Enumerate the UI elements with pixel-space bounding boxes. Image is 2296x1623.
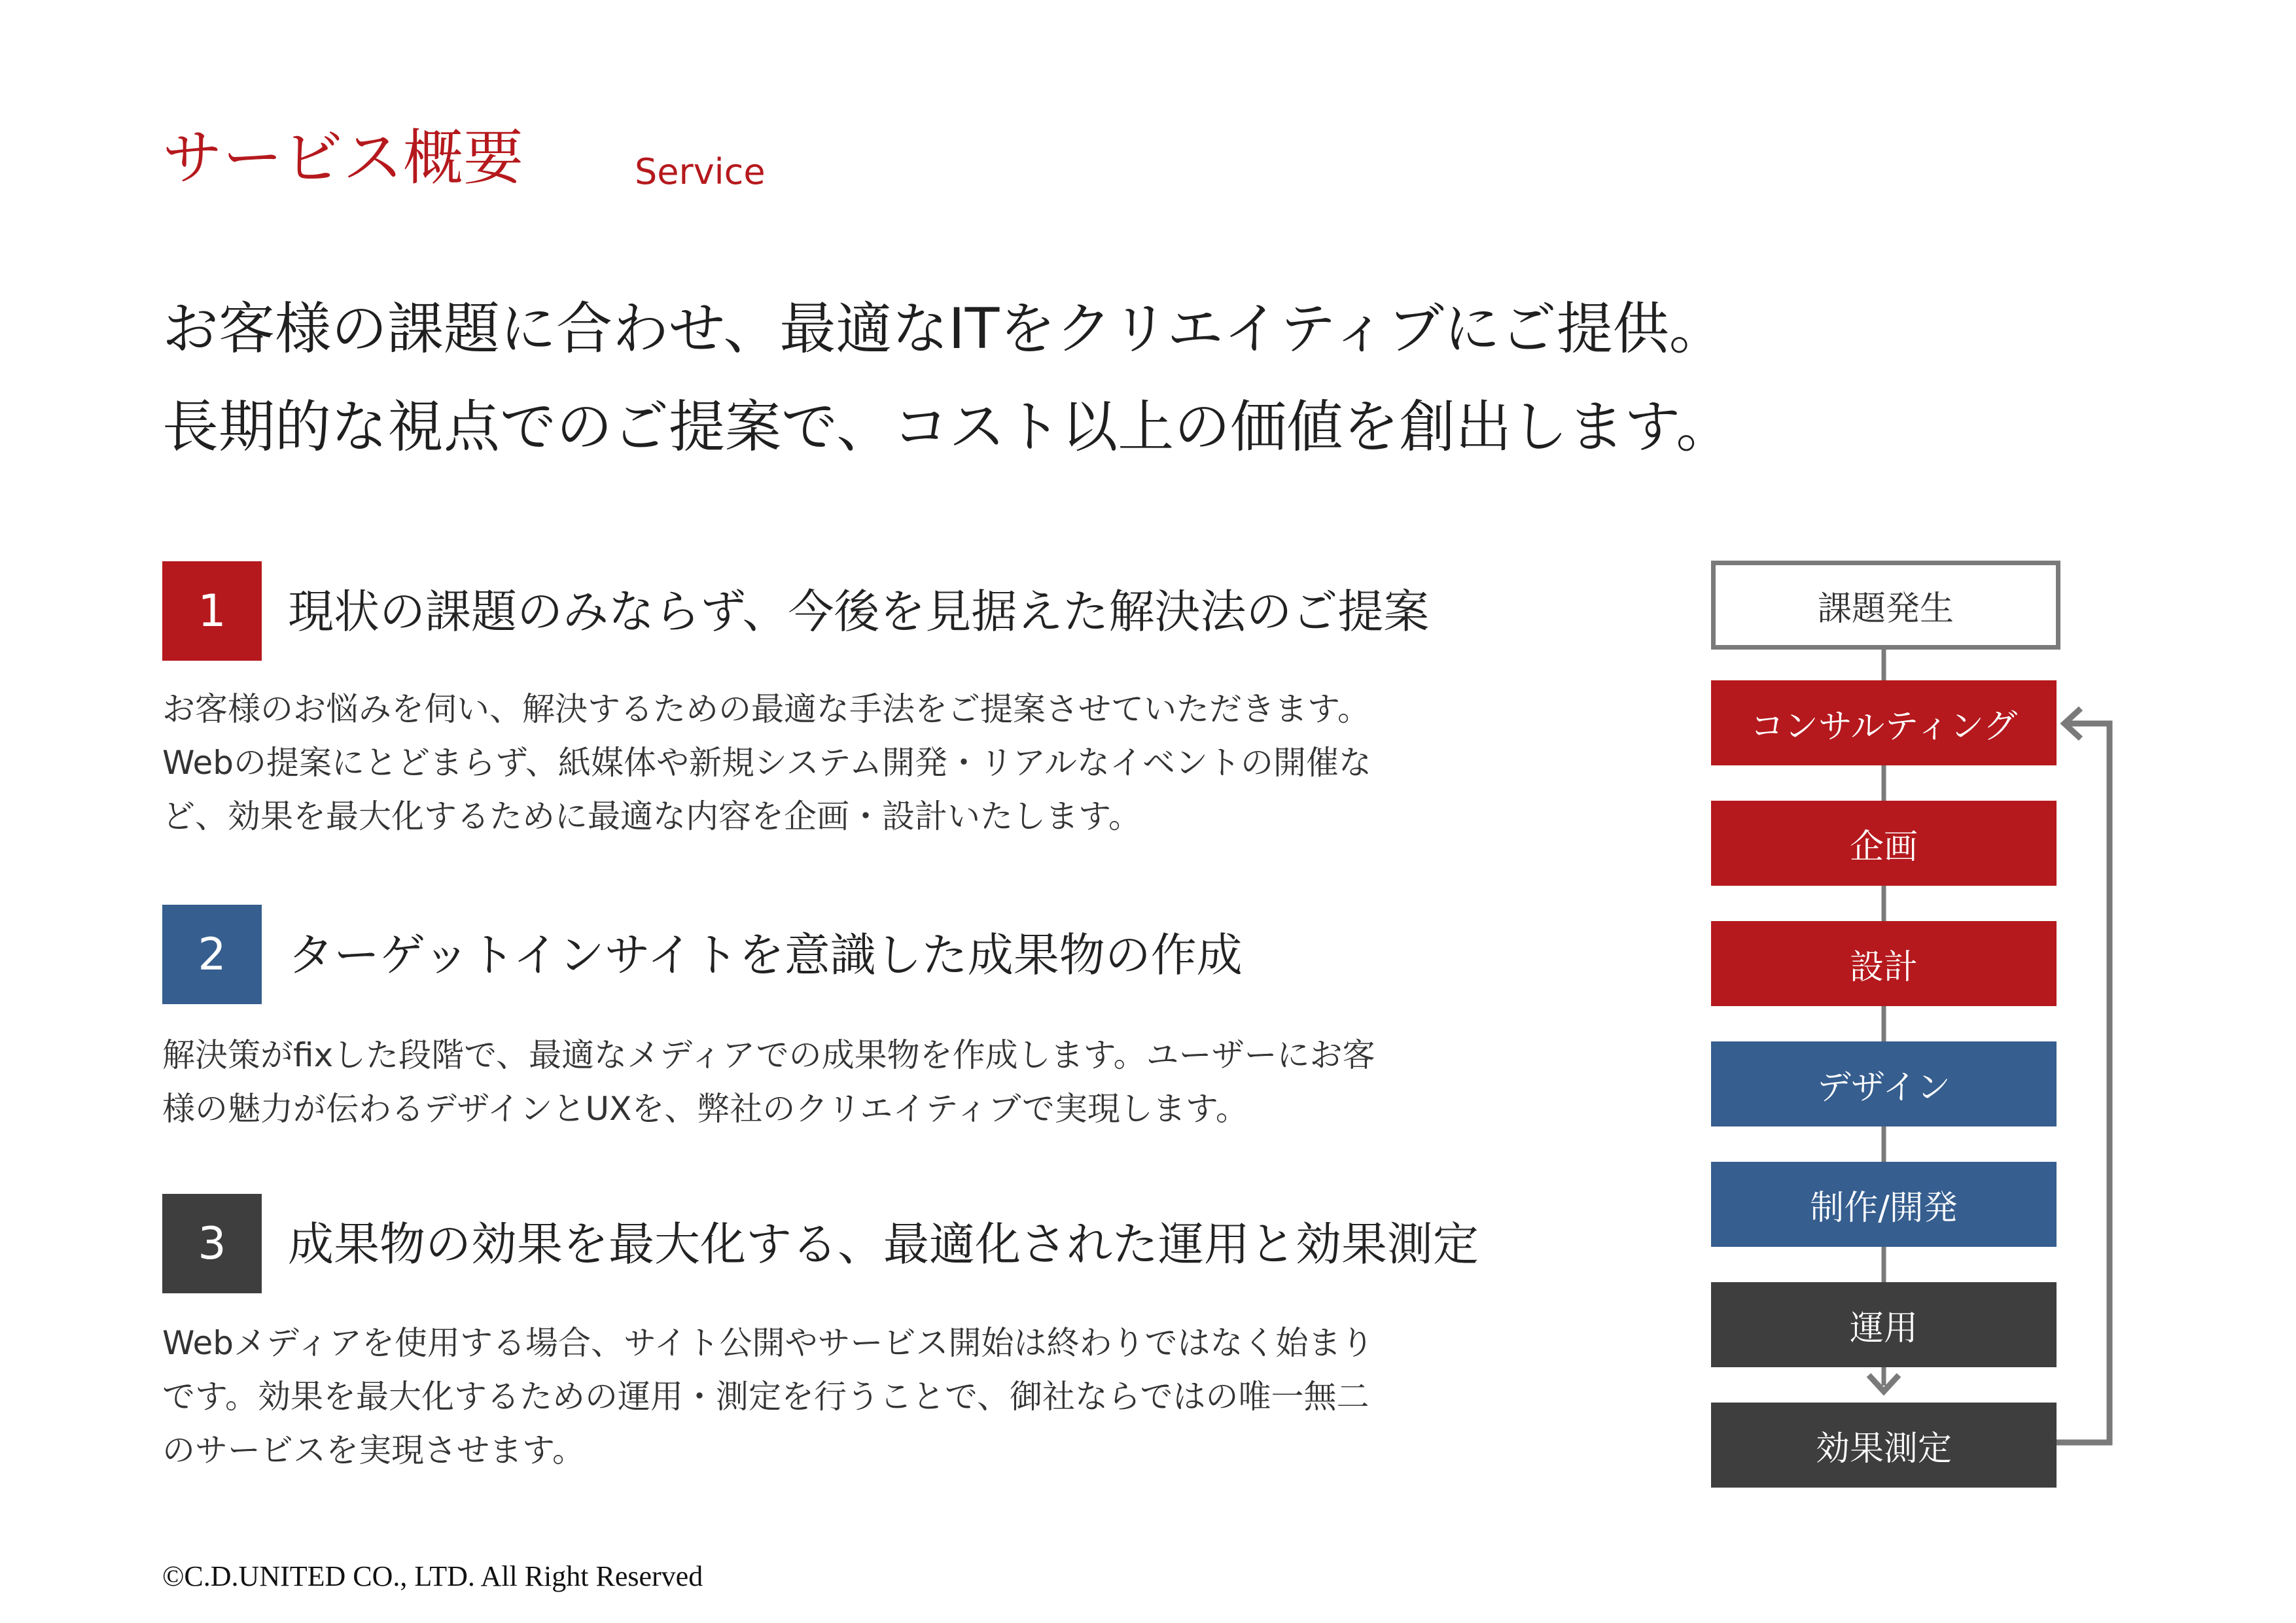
flow-step-measurement: 効果測定 xyxy=(1711,1403,2057,1488)
section-number-badge: 3 xyxy=(162,1194,262,1293)
flow-loop-back-line xyxy=(2057,724,2110,1442)
page-title: サービス概要 xyxy=(162,123,524,193)
section-body-line: のサービスを実現させます。 xyxy=(162,1431,585,1469)
section-body-line: 解決策がfixした段階で、最適なメディアでの成果物を作成します。ユーザーにお客 xyxy=(162,1036,1375,1074)
flow-loop-arrow-head xyxy=(2064,708,2081,739)
section-body-line: ど、効果を最大化するために最適な内容を企画・設計いたします。 xyxy=(162,797,1141,835)
section-heading: 成果物の効果を最大化する、最適化された運用と効果測定 xyxy=(288,1217,1479,1271)
copyright-footer: ©C.D.UNITED CO., LTD. All Right Reserved xyxy=(162,1560,703,1592)
lead-line-2: 長期的な視点でのご提案で、コスト以上の価値を創出します。 xyxy=(162,394,1733,460)
section-body-line: お客様のお悩みを伺い、解決するための最適な手法をご提案させていただきます。 xyxy=(162,690,1370,728)
flow-start-box: 課題発生 xyxy=(1711,561,2060,650)
flow-step-design-spec: 設計 xyxy=(1711,921,2057,1006)
section-number-badge: 1 xyxy=(162,561,262,661)
page-subtitle: Service xyxy=(635,151,766,192)
section-body xyxy=(162,1316,1563,1477)
flow-down-arrow-head xyxy=(1869,1375,1899,1391)
section-body-line: です。効果を最大化するための運用・測定を行うことで、御社ならではの唯一無二 xyxy=(162,1378,1369,1416)
flow-step-production: 制作/開発 xyxy=(1711,1162,2057,1247)
flow-step-design: デザイン xyxy=(1711,1041,2057,1126)
section-number-badge: 2 xyxy=(162,905,262,1004)
flow-step-consulting: コンサルティング xyxy=(1711,680,2057,765)
section-body xyxy=(162,1028,1563,1136)
section-body xyxy=(162,682,1563,843)
section-body-line: 様の魅力が伝わるデザインとUXを、弊社のクリエイティブで実現します。 xyxy=(162,1090,1248,1128)
section-heading: 現状の課題のみならず、今後を見据えた解決法のご提案 xyxy=(288,585,1430,638)
section-body-line: Webメディアを使用する場合、サイト公開やサービス開始は終わりではなく始まり xyxy=(162,1324,1374,1362)
flow-step-operation: 運用 xyxy=(1711,1282,2057,1367)
section-body-line: Webの提案にとどまらず、紙媒体や新規システム開発・リアルなイベントの開催な xyxy=(162,744,1372,782)
lead-line-1: お客様の課題に合わせ、最適なITをクリエイティブにご提供。 xyxy=(162,296,1725,362)
section-heading: ターゲットインサイトを意識した成果物の作成 xyxy=(288,928,1243,982)
flow-step-planning: 企画 xyxy=(1711,801,2057,886)
